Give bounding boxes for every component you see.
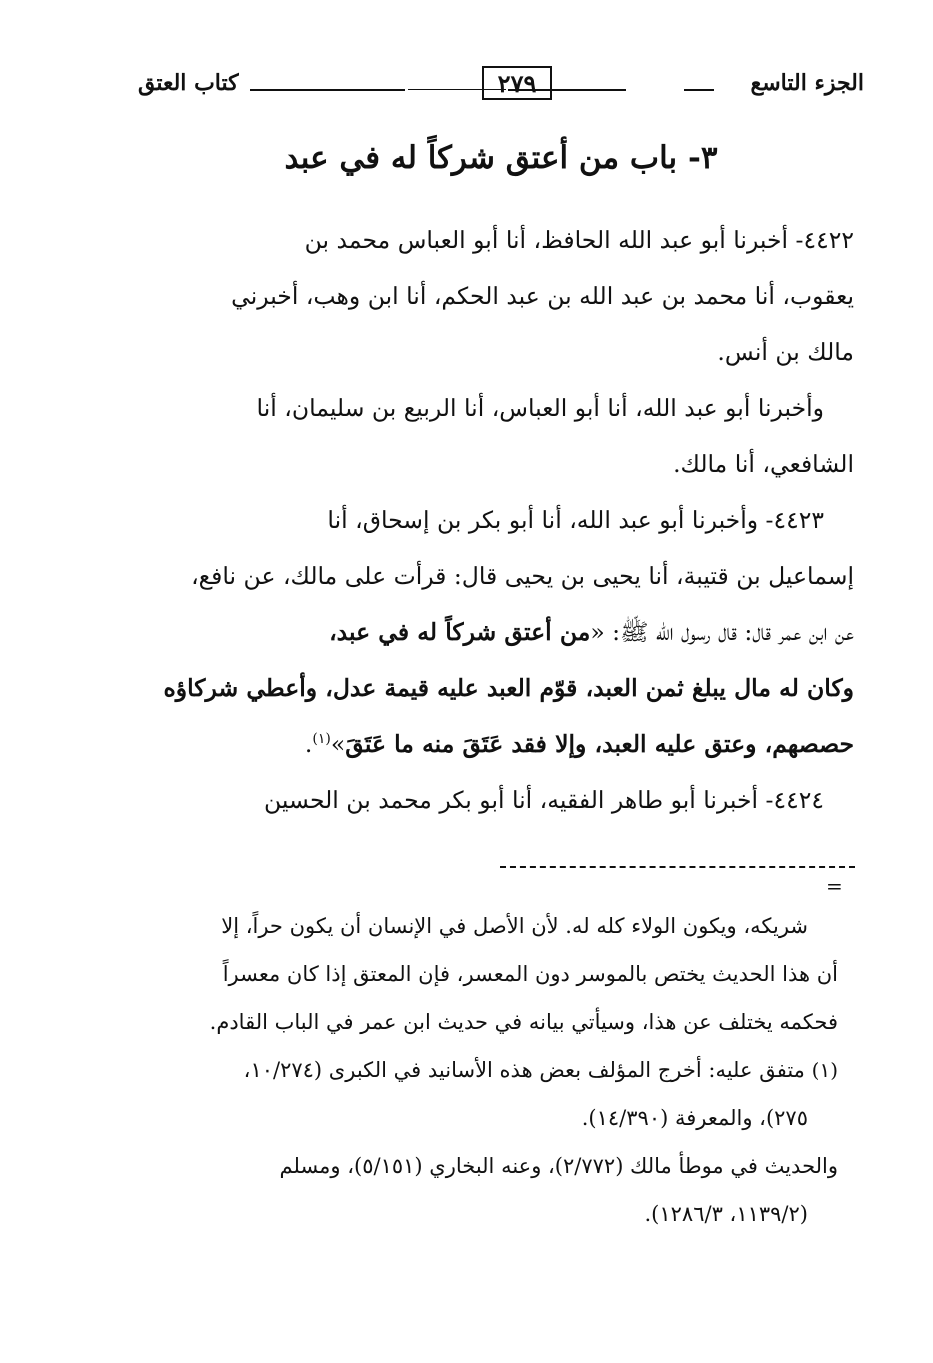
text-line: مالك بن أنس.	[717, 338, 854, 366]
text-line	[138, 716, 854, 772]
footnote-line: أن هذا الحديث يختص بالموسر دون المعسر، فإن المعتق إذا كان معسراً	[222, 962, 838, 986]
header-rule-segment	[250, 89, 405, 91]
header-rule-segment	[684, 89, 714, 91]
page-number: ٢٧٩	[497, 68, 537, 98]
volume-label: الجزء التاسع	[750, 70, 864, 96]
closing-quote: »	[330, 730, 346, 758]
header-rule-segment	[408, 89, 506, 90]
main-text	[138, 212, 854, 828]
footnote-line: (١١٣٩/٢، ١٢٨٦/٣).	[644, 1202, 808, 1226]
footnote-ref[interactable]: (١)	[312, 731, 331, 748]
hadith-quote-line: وكان له مال يبلغ ثمن العبد، قوّم العبد عليه قيمة عدل، وأعطي شركاؤه	[163, 674, 854, 702]
page-number-box	[482, 66, 552, 100]
text-line: ٤٤٢٤- أخبرنا أبو طاهر الفقيه، أنا أبو بكر محمد بن الحسين	[264, 786, 824, 814]
page-header	[138, 62, 864, 122]
footnote-text: متفق عليه: أخرج المؤلف بعض هذه الأسانيد في الكبرى (١٠/٢٧٤،	[243, 1058, 805, 1082]
text-line: إسماعيل بن قتيبة، أنا يحيى بن يحيى قال: قرأت على مالك، عن نافع،	[191, 562, 854, 590]
full-stop: .	[304, 730, 313, 758]
footnote-line: فحكمه يختلف عن هذا، وسيأتي بيانه في حديث ابن عمر في الباب القادم.	[209, 1010, 838, 1034]
chapter-title: ٣- باب من أعتق شركاً له في عبد	[284, 140, 718, 176]
text-line: وأخبرنا أبو عبد الله، أنا أبو العباس، أنا الربيع بن سليمان، أنا	[256, 394, 824, 422]
footnote-line	[138, 1046, 838, 1094]
footnote-line: شريكه، ويكون الولاء كله له. لأن الأصل في الإنسان أن يكون حراً، إلا	[221, 914, 808, 938]
text-line: ٤٤٢٢- أخبرنا أبو عبد الله الحافظ، أنا أبو العباس محمد بن	[304, 226, 854, 254]
text-line	[138, 604, 854, 660]
hadith-quote: حصصهم، وعتق عليه العبد، وإلا فقد عَتَقَ منه ما عَتَقَ	[345, 730, 854, 758]
hadith-paragraph	[138, 212, 854, 380]
hadith-paragraph	[138, 492, 854, 772]
narration-text: عن ابن عمر قال: قال رسول الله ﷺ: «	[590, 618, 854, 646]
text-line: يعقوب، أنا محمد بن عبد الله بن عبد الحكم، أنا ابن وهب، أخبرني	[231, 282, 854, 310]
footnote-continuation-marker: =	[826, 874, 843, 898]
book-title-label: كتاب العتق	[138, 70, 239, 96]
footnotes	[138, 902, 838, 1238]
text-line: الشافعي، أنا مالك.	[673, 450, 854, 478]
footnote-number: (١)	[811, 1058, 838, 1082]
hadith-paragraph	[138, 380, 854, 492]
hadith-quote: من أعتق شركاً له في عبد،	[329, 618, 591, 646]
footnote-separator	[500, 866, 855, 868]
hadith-paragraph	[138, 772, 854, 828]
footnote-line: ٢٧٥)، والمعرفة (١٤/٣٩٠).	[581, 1106, 808, 1130]
text-line: ٤٤٢٣- وأخبرنا أبو عبد الله، أنا أبو بكر بن إسحاق، أنا	[327, 506, 824, 534]
footnote-line: والحديث في موطأ مالك (٢/٧٧٢)، وعنه البخاري (٥/١٥١)، ومسلم	[279, 1154, 838, 1178]
